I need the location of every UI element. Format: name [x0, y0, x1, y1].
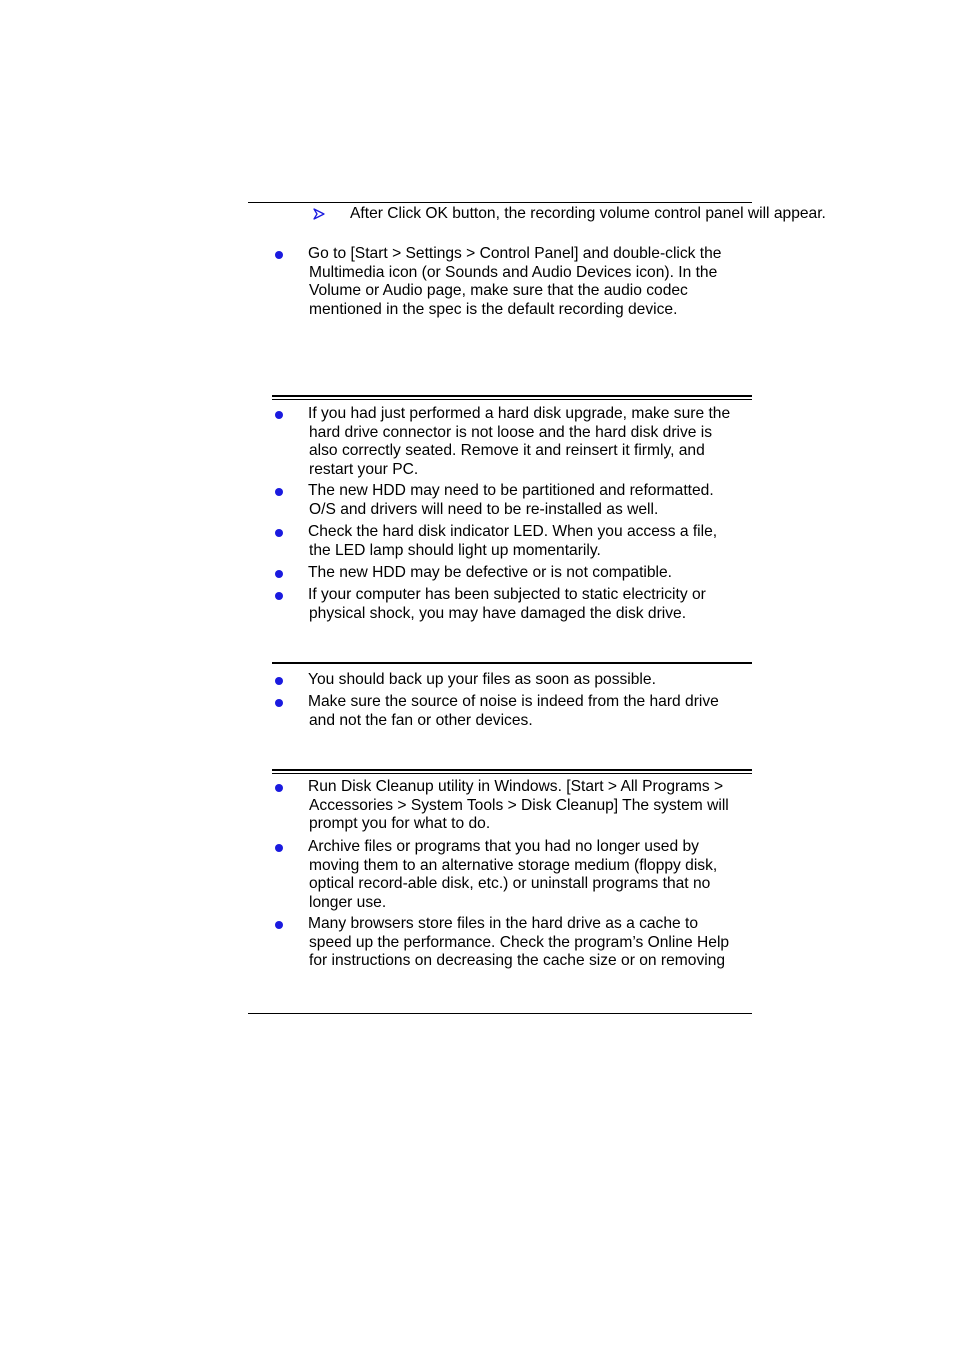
bullet-icon [275, 921, 283, 929]
text-line: also correctly seated. Remove it and reinsert it firmly, and [309, 442, 705, 460]
section-rule-space [272, 769, 752, 771]
bullet-icon [275, 784, 283, 792]
text-line: If you had just performed a hard disk upgrade, make sure the [308, 405, 731, 422]
bottom-rule [248, 1013, 752, 1014]
text-line: You should back up your files as soon as possible. [308, 671, 656, 688]
text-line: Go to [Start > Settings > Control Panel] and double-click the [308, 245, 722, 262]
sub-list-item [350, 205, 826, 224]
bullet-icon [275, 251, 283, 259]
text-line: Check the hard disk indicator LED. When you access a file, [308, 523, 718, 540]
text-line: optical record-able disk, etc.) or uninstall programs that no [309, 875, 711, 893]
text-line: restart your PC. [309, 460, 419, 478]
text-line: Accessories > System Tools > Disk Cleanup] The system will [309, 796, 729, 814]
section-rule-hdd [272, 395, 752, 397]
bullet-icon [275, 677, 283, 685]
list-item [309, 523, 754, 560]
text-line: physical shock, you may have damaged the disk drive. [309, 604, 687, 622]
text-line: hard drive connector is not loose and the hard disk drive is [309, 423, 713, 441]
text-line: prompt you for what to do. [309, 815, 491, 833]
section-rule-hdd-under [272, 399, 752, 400]
text-line: Make sure the source of noise is indeed from the hard drive [308, 693, 719, 710]
text-line: the LED lamp should light up momentarily. [309, 541, 601, 559]
arrow-bullet-icon [313, 208, 325, 220]
text-line: Archive files or programs that you had no longer used by [308, 838, 699, 855]
text-line: The new HDD may need to be partitioned and reformatted. [308, 482, 714, 499]
bullet-icon [275, 570, 283, 578]
text-line: If your computer has been subjected to static electricity or [308, 586, 706, 603]
text-line: O/S and drivers will need to be re-installed as well. [309, 500, 659, 518]
bullet-icon [275, 488, 283, 496]
list-item [309, 838, 754, 912]
list-item [309, 778, 754, 834]
top-rule [248, 202, 752, 203]
list-item [309, 671, 754, 690]
text-line: Volume or Audio page, make sure that the audio codec [309, 282, 688, 300]
list-item [309, 405, 754, 479]
text-line: for instructions on decreasing the cache size or on removing [309, 952, 726, 970]
text-line: speed up the performance. Check the program’s Online Help [309, 933, 730, 951]
text-line: Run Disk Cleanup utility in Windows. [Start > All Programs > [308, 778, 724, 795]
text-line: moving them to an alternative storage medium (floppy disk, [309, 856, 718, 874]
text-line: The new HDD may be defective or is not compatible. [308, 564, 673, 581]
text-line: panel will appear. [705, 205, 826, 222]
bullet-icon [275, 699, 283, 707]
list-item [309, 482, 754, 519]
bullet-icon [275, 411, 283, 419]
list-item [309, 693, 754, 730]
text-line: longer use. [309, 893, 387, 911]
text-line: mentioned in the spec is the default recording device. [309, 300, 678, 318]
list-item [309, 915, 754, 971]
bullet-icon [275, 844, 283, 852]
list-item [309, 245, 754, 319]
text-line: Many browsers store files in the hard drive as a cache to [308, 915, 699, 932]
bullet-icon [275, 529, 283, 537]
text-line: Multimedia icon (or Sounds and Audio Devices icon). In the [309, 263, 718, 281]
bullet-icon [275, 592, 283, 600]
section-rule-noise [272, 662, 752, 664]
list-item [309, 586, 754, 623]
list-item [309, 564, 754, 583]
text-line: After Click OK button, the recording volume control [350, 205, 702, 222]
text-line: and not the fan or other devices. [309, 711, 533, 729]
section-rule-space-under [272, 773, 752, 774]
